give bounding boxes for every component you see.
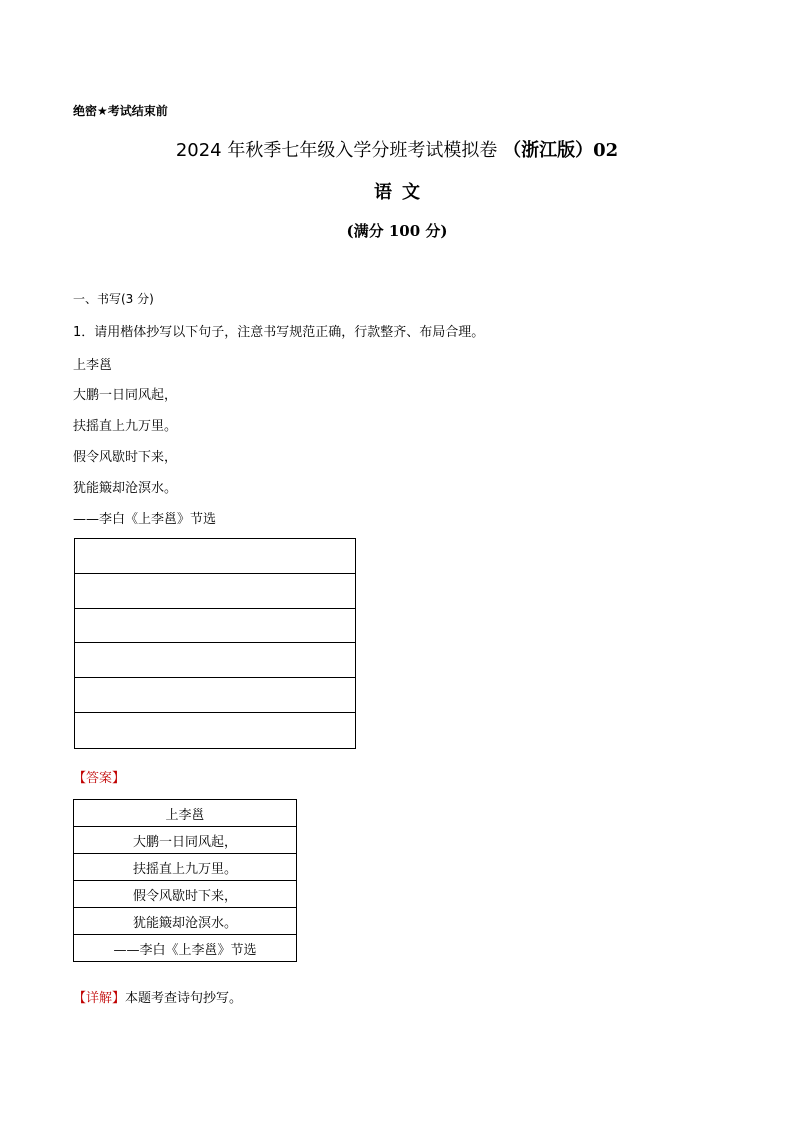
answer-cell: 扶摇直上九万里。 bbox=[74, 854, 297, 881]
writing-grid-row[interactable] bbox=[75, 713, 355, 748]
poem-source: ——李白《上李邕》节选 bbox=[73, 512, 217, 527]
full-mark: (满分 100 分) bbox=[346, 222, 448, 240]
answer-table bbox=[73, 799, 297, 962]
detail-explanation bbox=[73, 987, 242, 1006]
confidential-label: 绝密★考试结束前 bbox=[73, 104, 168, 118]
writing-grid-row[interactable] bbox=[75, 574, 355, 609]
table-row bbox=[74, 854, 297, 881]
exam-title-main: 2024 年秋季七年级入学分班考试模拟卷 bbox=[175, 140, 498, 161]
writing-grid-row[interactable] bbox=[75, 678, 355, 713]
answer-cell: 上李邕 bbox=[74, 800, 297, 827]
poem-line: 假令风歇时下来， bbox=[73, 450, 178, 465]
exam-title-suffix: （浙江版）02 bbox=[503, 140, 619, 161]
writing-grid-row[interactable] bbox=[75, 539, 355, 574]
writing-grid-row[interactable] bbox=[75, 609, 355, 644]
poem-line: 扶摇直上九万里。 bbox=[73, 419, 178, 434]
writing-grid-row[interactable] bbox=[75, 643, 355, 678]
poem-line: 大鹏一日同风起， bbox=[73, 388, 178, 403]
table-row bbox=[74, 827, 297, 854]
table-row bbox=[74, 935, 297, 962]
exam-title bbox=[0, 136, 794, 162]
answer-label: 【答案】 bbox=[73, 771, 126, 786]
detail-text: 本题考查诗句抄写。 bbox=[125, 991, 243, 1006]
table-row bbox=[74, 800, 297, 827]
answer-cell: 大鹏一日同风起， bbox=[74, 827, 297, 854]
writing-grid bbox=[74, 538, 356, 749]
answer-cell: 犹能簸却沧溟水。 bbox=[74, 908, 297, 935]
table-row bbox=[74, 881, 297, 908]
table-row bbox=[74, 908, 297, 935]
detail-tag: 【详解】 bbox=[73, 991, 126, 1006]
poem-line: 犹能簸却沧溟水。 bbox=[73, 481, 178, 496]
answer-cell: 假令风歇时下来， bbox=[74, 881, 297, 908]
subject-title: 语文 bbox=[374, 182, 430, 203]
poem-title: 上李邕 bbox=[73, 358, 113, 373]
question-text: 1．请用楷体抄写以下句子，注意书写规范正确，行款整齐、布局合理。 bbox=[73, 325, 485, 340]
section-heading: 一、书写(3 分) bbox=[73, 292, 154, 306]
answer-cell: ——李白《上李邕》节选 bbox=[74, 935, 297, 962]
